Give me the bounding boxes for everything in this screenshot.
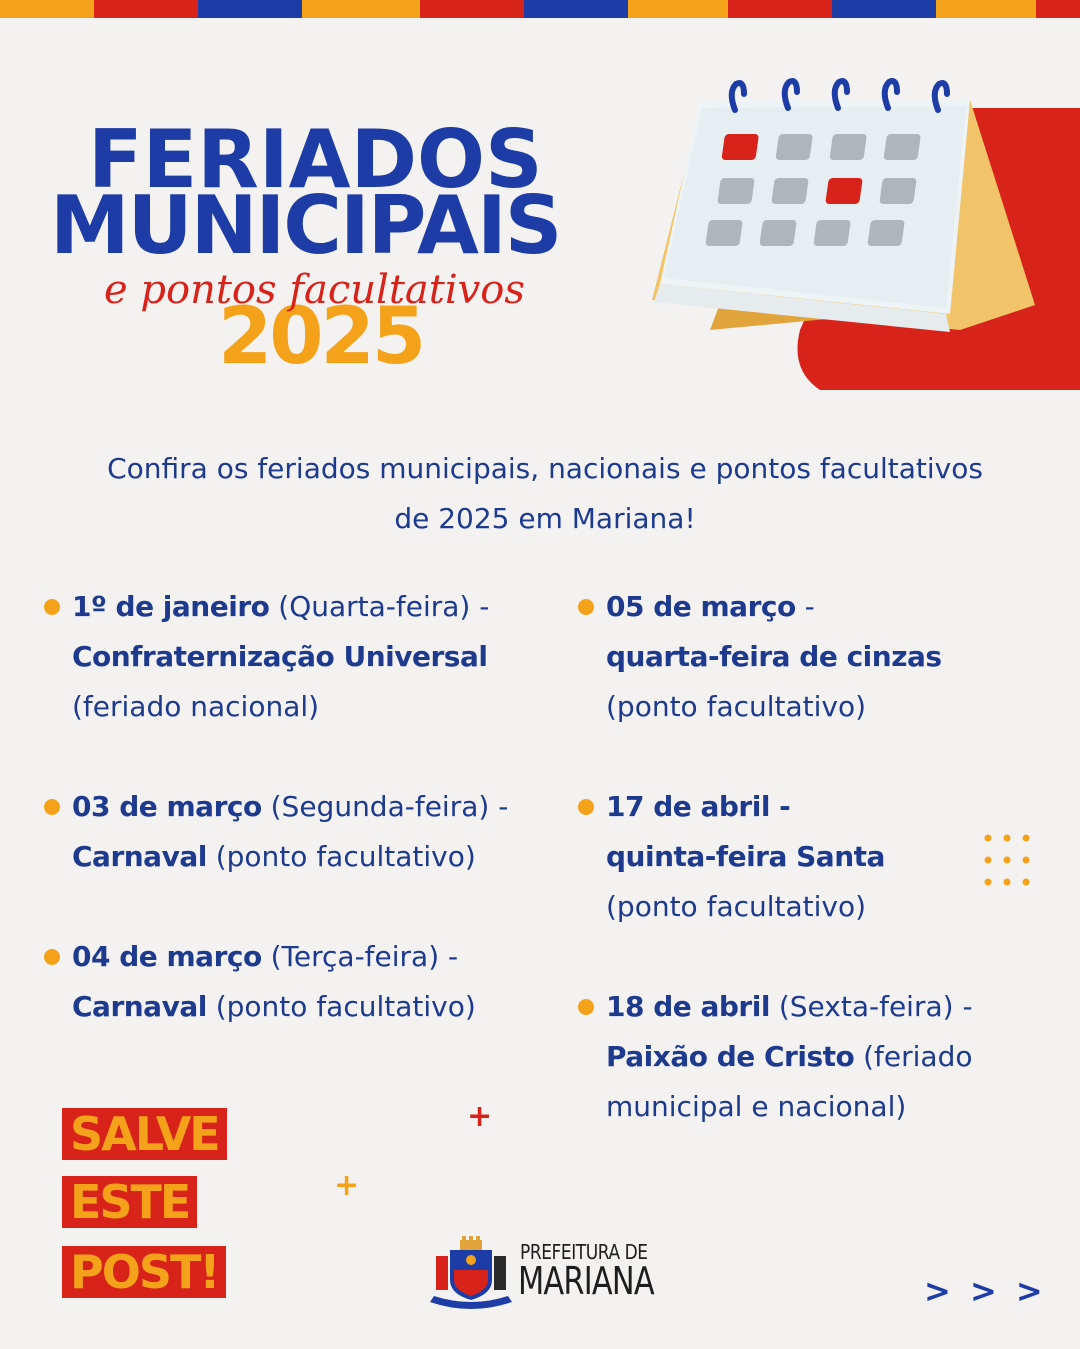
stripe-segment	[524, 0, 628, 18]
holiday-date: 04 de março	[72, 940, 262, 973]
bullet-dot	[578, 599, 594, 615]
next-arrows[interactable]: > > >	[924, 1272, 1047, 1310]
save-label-line-2: ESTE	[62, 1176, 197, 1228]
stripe-segment	[1036, 0, 1080, 18]
stripe-segment	[94, 0, 198, 18]
plus-icon: +	[467, 1099, 493, 1134]
stripe-segment	[936, 0, 1036, 18]
stripe-segment	[728, 0, 832, 18]
holiday-weekday: (Quarta-feira) -	[269, 590, 490, 623]
intro-line-1: Confira os feriados municipais, nacionais e pontos facultativos	[107, 452, 983, 485]
holiday-weekday: (Sexta-feira) -	[769, 990, 973, 1023]
holiday-item-apr-17	[606, 782, 1046, 932]
holiday-item-jan-1	[72, 582, 542, 732]
holiday-date: 18 de abril	[606, 990, 770, 1023]
holiday-name: Carnaval	[72, 990, 207, 1023]
subtitle: e pontos facultativos	[104, 267, 525, 313]
top-color-stripe	[0, 0, 1080, 18]
holiday-type-cont: municipal e nacional)	[606, 1090, 907, 1123]
bullet-dot	[44, 599, 60, 615]
decorative-dots	[984, 834, 1032, 886]
holiday-weekday: (Segunda-feira) -	[261, 790, 509, 823]
logo-line-2: MARIANA	[518, 1259, 654, 1303]
bullet-dot	[578, 999, 594, 1015]
prefeitura-logo	[428, 1236, 654, 1316]
save-label-line-1: SALVE	[62, 1108, 227, 1160]
holiday-weekday: -	[795, 590, 815, 623]
save-label-line-3: POST!	[62, 1246, 226, 1298]
holiday-date: 05 de março	[606, 590, 796, 623]
stripe-segment	[832, 0, 936, 18]
holiday-date: 03 de março	[72, 790, 262, 823]
stripe-segment	[420, 0, 524, 18]
intro-text	[50, 444, 1040, 544]
stripe-segment	[198, 0, 302, 18]
bullet-dot	[44, 799, 60, 815]
holiday-date: 1º de janeiro	[72, 590, 270, 623]
title-line-2: MUNICIPAIS	[50, 179, 561, 272]
holiday-type: (feriado nacional)	[72, 690, 320, 723]
bullet-dot	[578, 799, 594, 815]
stripe-segment	[628, 0, 728, 18]
plus-icon: +	[334, 1168, 360, 1203]
calendar-illustration	[640, 70, 1080, 430]
holiday-type: (feriado	[854, 1040, 973, 1073]
holiday-type: (ponto facultativo)	[206, 990, 476, 1023]
intro-line-2: de 2025 em Mariana!	[394, 502, 696, 535]
year-label: 2025	[218, 292, 424, 382]
holiday-name: quinta-feira Santa	[606, 840, 885, 873]
holiday-item-mar-3	[72, 782, 542, 882]
holiday-type: (ponto facultativo)	[606, 890, 867, 923]
holiday-name: Carnaval	[72, 840, 207, 873]
holiday-item-apr-18	[606, 982, 1046, 1132]
holiday-type: (ponto facultativo)	[606, 690, 867, 723]
stripe-segment	[302, 0, 420, 18]
holiday-item-mar-4	[72, 932, 542, 1032]
holiday-weekday: (Terça-feira) -	[261, 940, 459, 973]
holiday-type: (ponto facultativo)	[206, 840, 476, 873]
holiday-name: Paixão de Cristo	[606, 1040, 855, 1073]
holiday-date: 17 de abril -	[606, 790, 791, 823]
holiday-name: quarta-feira de cinzas	[606, 640, 942, 673]
title-line-1: FERIADOS	[88, 113, 543, 206]
holiday-name: Confraternização Universal	[72, 640, 488, 673]
logo-line-1: PREFEITURA DE	[520, 1240, 648, 1264]
coat-of-arms-icon	[428, 1236, 514, 1312]
bullet-dot	[44, 949, 60, 965]
stripe-segment	[0, 0, 94, 18]
holiday-item-mar-5	[606, 582, 1046, 732]
